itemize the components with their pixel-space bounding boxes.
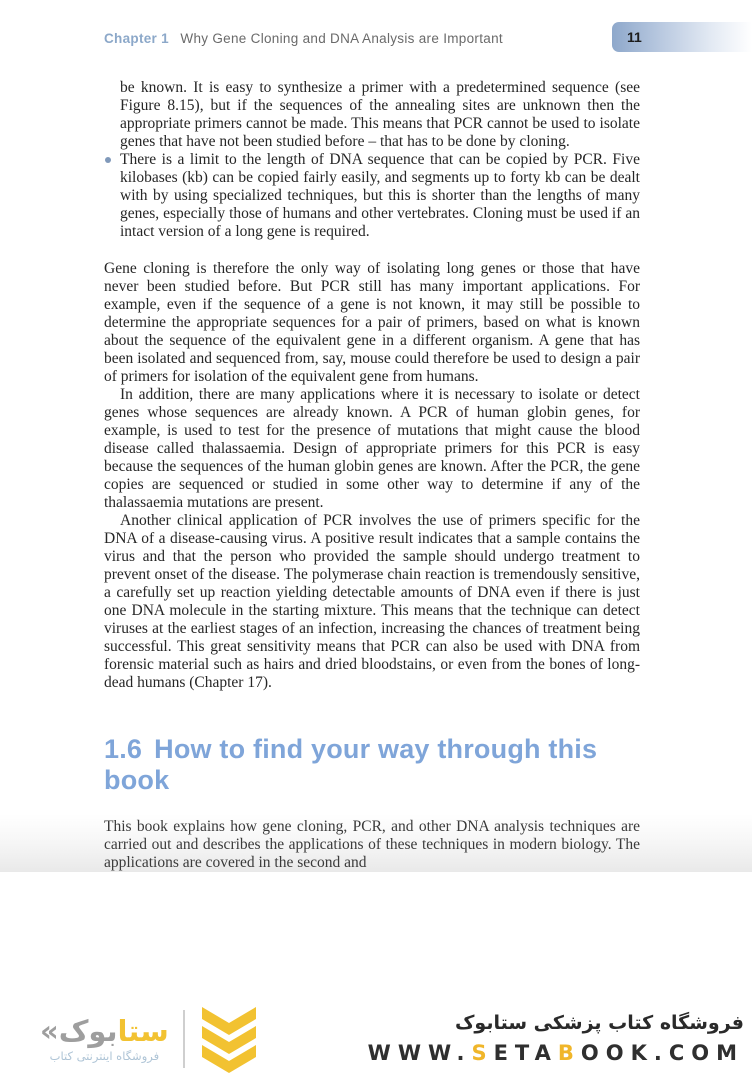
body-paragraph: Another clinical application of PCR involves the use of primers specific for the DNA of a disease-causing virus. A positive result indicates that a sample contains the virus and that the person who provided the sample should undergo treatment to prevent onset of the disease. The polymerase chain reaction is tremendously sensitive, a carefully set up reaction yielding detectable amounts of DNA even if there is just one DNA molecule in the starting mixture. This means that the technique can detect viruses at the earliest stages of an infection, increasing the chances of treatment being successful. This great sensitivity means that PCR can also be used with DNA from forensic material such as hairs and dried bloodstains, or even from the bones of long-dead humans (Chapter 17). <box>104 512 640 691</box>
bullet-icon <box>105 157 111 163</box>
bullet-item-text: There is a limit to the length of DNA sequence that can be copied by PCR. Five kilobases (kb) can be copied fairly easily, and segments up to forty kb can be dealt with by using specialized techniques, but this is shorter than the lengths of many genes, especially those of humans and other vertebrates. Cloning must be used if an intact version of a long gene is required. <box>120 151 640 240</box>
body-paragraph: In addition, there are many applications where it is necessary to isolate or detect genes whose sequences are already known. A PCR of human globin genes, for example, is used to test for the presence of mutations that might cause the blood disease called thalassaemia. Design of appropriate primers for this PCR is easy because the sequences of the human globin genes are known. After the PCR, the gene copies are sequenced or studied in some other way to determine if any of the thalassaemia mutations are present. <box>104 386 640 511</box>
logo-tagline: فروشگاه اینترنتی کتاب <box>49 1049 160 1063</box>
bullet-continuation-text: be known. It is easy to synthesize a primer with a predetermined sequence (see Figure 8.15), but if the sequences of the annealing sites are unknown then the appropriate primers cannot be made. This means that PCR cannot be used to isolate genes that have not been studied before – that has to be done by cloning. <box>120 79 640 150</box>
chapter-title: Why Gene Cloning and DNA Analysis are Important <box>180 31 503 46</box>
page-number: 11 <box>627 29 642 45</box>
setabook-logo[interactable] <box>40 1005 259 1073</box>
page-body <box>104 79 640 872</box>
logo-wordmark <box>40 1015 169 1047</box>
logo-wordmark-yellow: ستا <box>117 1014 169 1048</box>
section-title: How to find your way through this book <box>104 734 598 795</box>
closing-paragraph: This book explains how gene cloning, PCR, and other DNA analysis techniques are carried out and describes the applications of these techniques in modern biology. The applications are covered in the second and <box>104 818 640 871</box>
page-header <box>104 30 752 62</box>
footer-right-block <box>368 1010 744 1068</box>
watermark-footer <box>0 999 752 1079</box>
body-paragraph: Gene cloning is therefore the only way of isolating long genes or those that have never been studied before. But PCR still has many important applications. For example, even if the sequence of a gene is not known, it may still be possible to determine the appropriate sequences for a pair of primers, based on what is known about the sequence of the equivalent gene in a different organism. A gene that has been isolated and sequenced from, say, mouse could therefore be used to design a pair of primers for isolation of the equivalent gene from humans. <box>104 260 640 385</box>
list-item <box>104 151 640 241</box>
logo-wordmark-block <box>40 1015 169 1063</box>
section-number: 1.6 <box>104 734 143 764</box>
section-heading <box>104 734 640 796</box>
chapter-label: Chapter 1 <box>104 31 169 46</box>
fading-band <box>0 814 752 872</box>
website-link[interactable]: WWW.SETABOOK.COM <box>367 1041 744 1065</box>
logo-divider <box>183 1010 185 1068</box>
page-number-tab <box>612 22 752 52</box>
chevron-emblem-icon <box>199 1005 259 1073</box>
logo-wordmark-gray: بوک <box>58 1014 118 1048</box>
logo-guillemet: « <box>40 1014 59 1048</box>
shop-name-farsi: فروشگاه کتاب پزشکی ستابوک <box>454 1012 744 1034</box>
